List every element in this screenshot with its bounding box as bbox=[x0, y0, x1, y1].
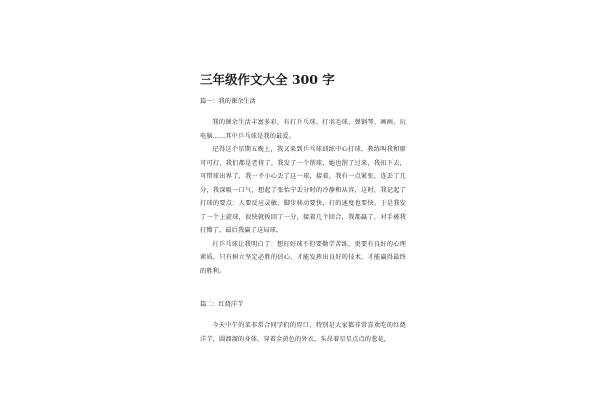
paragraph: 我的课余生活丰富多彩，有打乒乓球、打羽毛球、弹钢琴、画画、玩电脑……其中乒乓球是我的最爱。 bbox=[200, 119, 406, 140]
section-2 bbox=[200, 300, 406, 346]
paragraph: 今天中午的菜非常合同学们的胃口，特别是大家都非常喜欢吃的红烧洋芋，圆溜溜的身体，穿着金黄色的外衣，头昂着星星点点的葱花， bbox=[200, 322, 406, 343]
section-1 bbox=[200, 97, 406, 278]
document-title: 三年级作文大全 300 字 bbox=[200, 72, 335, 87]
document-content bbox=[200, 72, 406, 346]
paragraph: 打乒乓球让我明白了：想打好球不但要勤学苦练，更要有良好的心理素质，只有树立坚定必胜的信心，才能发挥出良好的技术，才能赢得最终的胜利。 bbox=[200, 240, 406, 275]
section-heading: 篇一：我的课余生活 bbox=[200, 98, 256, 105]
section-heading: 篇二：红烧洋芋 bbox=[200, 301, 244, 308]
paragraph: 记得这个星期五晚上，我又来到乒乓球训练中心打球，教练叫我和廖可可打，我们都是老将了，我发了一个削球，她也削了过来，我扣下去，可惜球出界了，我一不小心丢了这一球，接着，我有一点紧张，连丢了几分，我深吸一口气，想起了张怡宁丢分时的冷静和从容，这时，我记起了打球的要点：人要反应灵敏，脚步移动要快，打的速度也要快。于是我发了一个上旋球，很快就扳回了一分，接着几个回合，我都赢了，对手被我打懵了，最后我赢了这局球。 bbox=[200, 146, 406, 234]
